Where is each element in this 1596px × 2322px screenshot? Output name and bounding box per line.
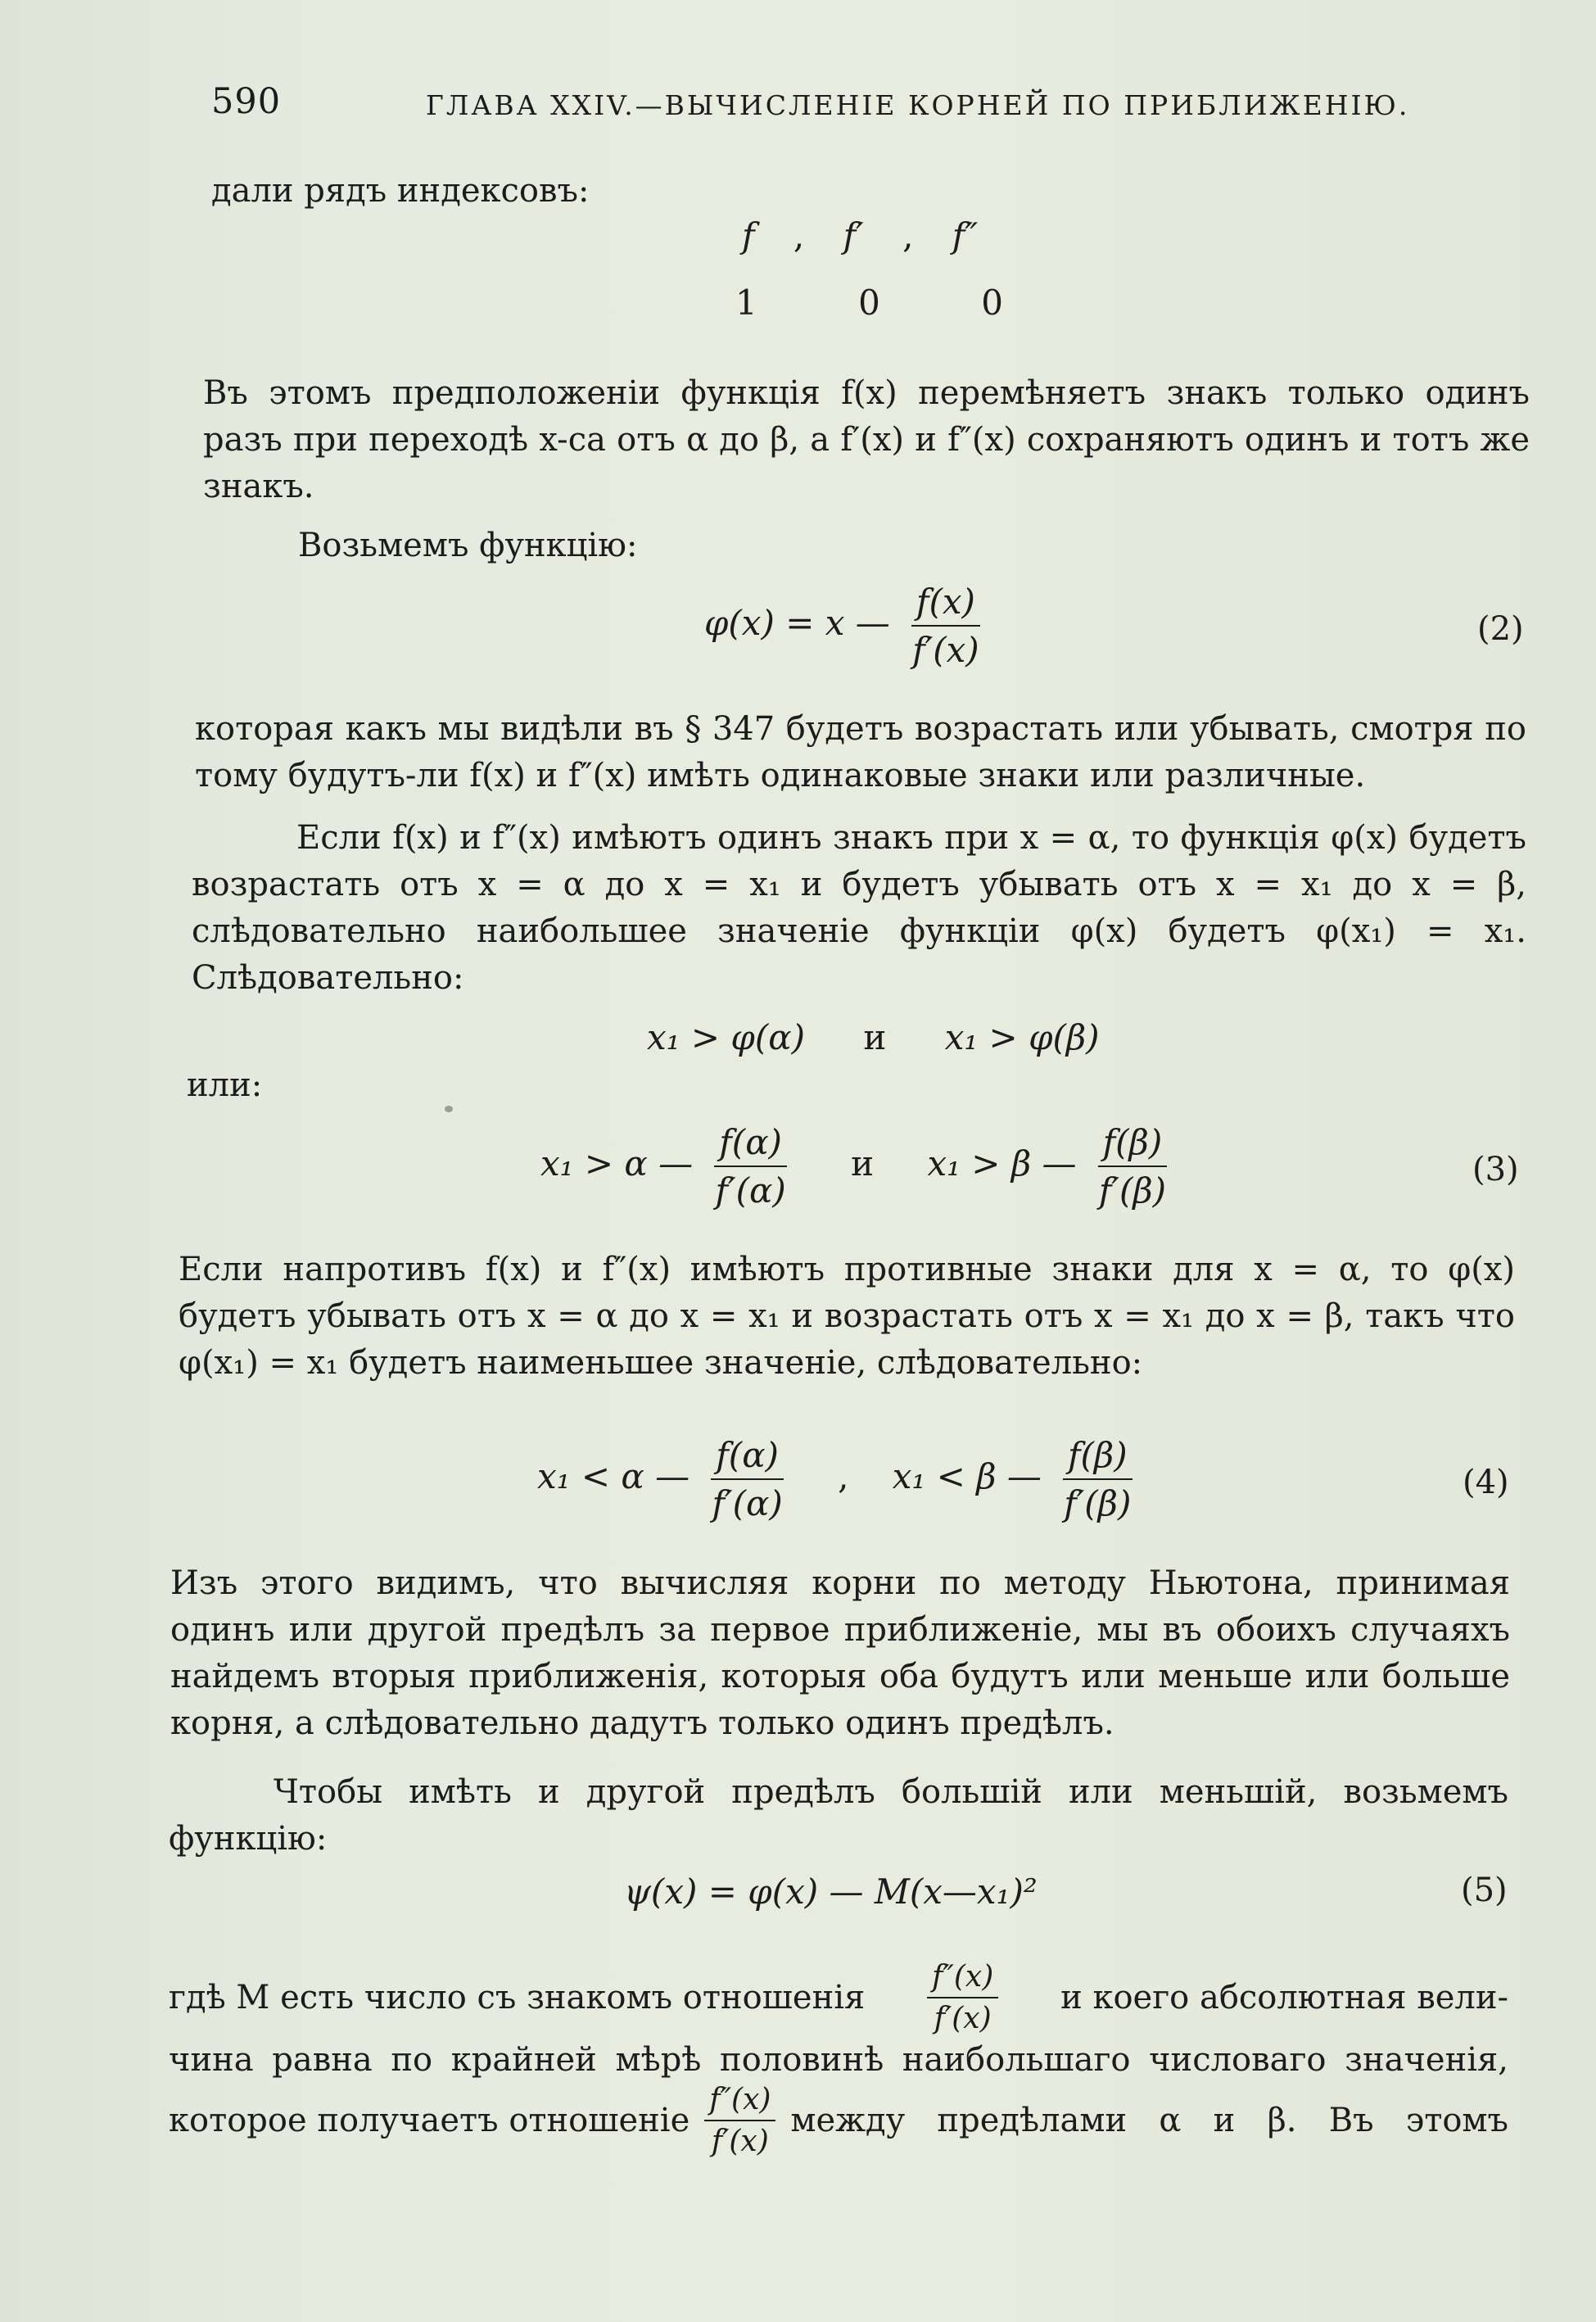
paragraph-m-definition-line1 [169,1960,1508,2035]
eq4-denominator-b: f′(β) [1064,1483,1132,1523]
paragraph-section-347: которая какъ мы видѣли въ § 347 будетъ возрастать или убывать, смотря по тому будутъ-ли f(x) и f″(x) имѣть одинаковые знаки или различные. [195,710,1526,794]
ratio-fraction-2 [704,2083,775,2158]
index-row-values [735,283,1003,323]
eq2-numerator: f(x) [911,582,980,627]
equation-5-number: (5) [1461,1872,1508,1909]
eq2-lhs: φ(x) = x — [704,603,890,643]
paragraph-assumption: Въ этомъ предположеніи функція f(x) перемѣняетъ знакъ только одинъ разъ при переходѣ x-са отъ α до β, а f′(x) и f″(x) сохраняютъ одинъ и тотъ же знакъ. [203,374,1530,505]
eq4-left-expr: x₁ < α — [537,1456,690,1496]
index-row-symbols [742,215,978,256]
running-title: ГЛАВА XXIV.—ВЫЧИСЛЕНІЕ КОРНЕЙ ПО ПРИБЛИЖЕНІЮ. [426,89,1410,121]
eq3-and: и [851,1143,875,1184]
paragraph-other-limit: Чтобы имѣть и другой предѣлъ большій или меньшій, возьмемъ функцію: [169,1773,1508,1858]
eq4-numerator-a: f(α) [711,1435,784,1480]
page-number: 590 [211,81,282,122]
eq2-fraction [907,582,984,670]
paper-spot [445,1106,453,1112]
index-value-2: 0 [981,283,1003,323]
ratio1-denominator: f′(x) [934,2002,992,2035]
m-definition-text-a: гдѣ M есть число съ знакомъ отношенія [169,1979,866,2016]
equation-4-number: (4) [1463,1464,1509,1501]
equation-2-number: (2) [1477,610,1524,648]
m-definition-text-d: которое получаетъ отношеніе [169,2102,690,2139]
eq4-right-expr: x₁ < β — [892,1456,1042,1496]
equation-3-number: (3) [1472,1151,1519,1188]
eq3-right-expr: x₁ > β — [927,1143,1077,1184]
ratio1-numerator: f″(x) [927,1960,998,1998]
index-value-0: 1 [735,283,757,323]
m-definition-text-e: между предѣлами α и β. Въ этомъ [790,2102,1508,2139]
eq4-denominator-a: f′(α) [712,1483,783,1523]
index-f1: f′ [843,215,864,256]
eq3-fraction-b [1094,1122,1171,1211]
eq3-denominator-a: f′(α) [715,1170,786,1211]
equation-5: ψ(x) = φ(x) — M(x—x₁)² [624,1872,1038,1912]
index-sep-1: , [793,215,805,256]
equation-3 [540,1122,1178,1211]
index-f: f [742,215,755,256]
eq4-fraction-a [708,1435,788,1523]
eq4-fraction-b [1059,1435,1136,1523]
paragraph-take-function: Возьмемъ функцію: [298,527,638,564]
equation-4 [537,1435,1142,1523]
ratio-fraction-1 [927,1960,998,2035]
ratio2-denominator: f′(x) [711,2125,769,2158]
index-f2: f″ [952,215,979,256]
paragraph-newton-method: Изъ этого видимъ, что вычисляя корни по методу Ньютона, принимая одинъ или другой предѣлъ за первое приближеніе, мы въ обоихъ случаяхъ найдемъ вторыя приближенія, которыя оба будутъ или меньше или больше корня, а слѣдовательно дадутъ только одинъ предѣлъ. [170,1564,1510,1742]
inequality-1 [647,1017,1100,1057]
equation-2 [704,582,991,670]
word-or: или: [187,1066,263,1104]
paragraph-m-definition-line3 [169,2083,1508,2158]
paragraph-m-definition-line2: чина равна по крайней мѣрѣ половинѣ наибольшаго числоваго значенія, [169,2041,1508,2079]
paragraph-intro: дали рядъ индексовъ: [211,172,590,210]
eq3-numerator-a: f(α) [714,1122,787,1167]
index-value-1: 0 [858,283,880,323]
eq3-fraction-a [711,1122,791,1211]
paragraph-opposite-sign: Если напротивъ f(x) и f″(x) имѣютъ противные знаки для x = α, то φ(x) будетъ убывать отъ x = α до x = x₁ и возрастать отъ x = x₁ до x = β, такъ что φ(x₁) = x₁ будетъ наименьшее значеніе, слѣдовательно: [179,1251,1515,1382]
ratio2-numerator: f″(x) [704,2083,775,2121]
m-definition-text-b: и коего абсолютная вели- [1060,1979,1508,2016]
eq4-numerator-b: f(β) [1063,1435,1133,1480]
ineq1-and: и [863,1017,887,1057]
ineq1-right: x₁ > φ(β) [944,1017,1100,1057]
eq2-denominator: f′(x) [912,630,979,670]
ineq1-left: x₁ > φ(α) [647,1017,805,1057]
eq3-left-expr: x₁ > α — [540,1143,694,1184]
eq3-numerator-b: f(β) [1098,1122,1168,1167]
paragraph-same-sign: Если f(x) и f″(x) имѣютъ одинъ знакъ при x = α, то функція φ(x) будетъ возрастать отъ x = α до x = x₁ и будетъ убывать отъ x = x₁ до x = β, слѣдовательно наибольшее значеніе функціи φ(x) будетъ φ(x₁) = x₁. Слѣдовательно: [192,819,1526,997]
index-sep-2: , [902,215,914,256]
eq3-denominator-b: f′(β) [1098,1170,1166,1211]
eq4-comma: , [838,1456,849,1496]
